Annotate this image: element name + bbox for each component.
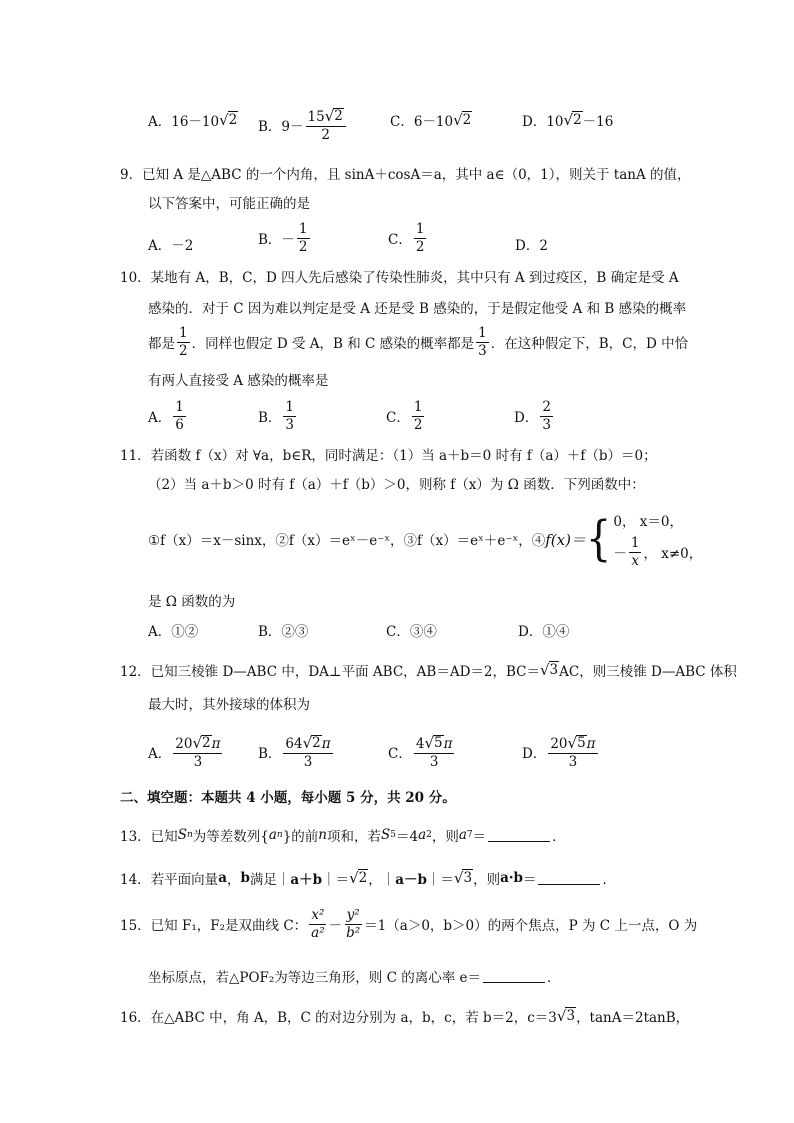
q14-mid: ， bbox=[226, 872, 241, 888]
radicand: 2 bbox=[358, 870, 368, 886]
radicand: 3 bbox=[463, 870, 473, 886]
var-a: a bbox=[268, 827, 277, 843]
q10-line1: 10．某地有 A，B，C，D 四人先后感染了传染性肺炎，其中只有 A 到过疫区，B 确定是受 A bbox=[120, 270, 679, 286]
pi: π bbox=[586, 736, 596, 752]
q8-option-a bbox=[148, 110, 238, 130]
section-2-heading: 二、填空题：本题共 4 小题，每小题 5 分，共 20 分。 bbox=[120, 790, 456, 806]
radicand: 2 bbox=[462, 112, 472, 128]
radicand: 2 bbox=[573, 112, 582, 128]
q13-t5: ，则 bbox=[431, 829, 459, 845]
q10-line2: 感染的．对于 C 因为难以判定是受 A 还是受 B 感染的，于是假定他受 A 和 B 感染的概率 bbox=[148, 301, 687, 317]
denominator: 3 bbox=[285, 416, 295, 433]
vec-a: a bbox=[218, 870, 227, 886]
denominator: 3 bbox=[193, 753, 203, 770]
radicand: 5 bbox=[434, 735, 443, 751]
q14-t1: 满足｜ bbox=[249, 872, 291, 888]
q12-option-a: A． 20 √ 2 π 3 bbox=[148, 734, 221, 770]
numerator: 15 bbox=[307, 109, 325, 125]
q8-d-text: D．10 bbox=[522, 114, 564, 130]
radicand: 3 bbox=[549, 662, 559, 678]
vec-sum: a＋b bbox=[290, 872, 323, 888]
q11-line2: （2）当 a＋b＞0 时有 f（a）＋f（b）＞0，则称 f（x）为 Ω 函数．下列函数中： bbox=[148, 477, 645, 493]
numerator: 1 bbox=[285, 399, 295, 415]
q10-option-d bbox=[514, 400, 555, 433]
q8-d-tail: －16 bbox=[582, 114, 614, 130]
numerator: 1 bbox=[175, 399, 184, 415]
q8-c-text: C．6－10 bbox=[390, 114, 454, 130]
denominator: 6 bbox=[175, 416, 184, 433]
q14-pre: 14．若平面向量 bbox=[120, 872, 219, 888]
q9-option-a bbox=[148, 234, 193, 254]
q13-t4: ＝4 bbox=[395, 829, 419, 845]
denominator: 2 bbox=[179, 342, 188, 359]
q14-t5: ，则 bbox=[473, 872, 501, 888]
q11-line1: 11．若函数 f（x）对 ∀a，b∈R，同时满足：（1）当 a＋b＝0 时有 f（a）＋f（b）＝0； bbox=[120, 448, 657, 464]
denominator: b² bbox=[346, 924, 361, 941]
numerator: 1 bbox=[179, 325, 188, 341]
vec-dot: a·b bbox=[500, 870, 523, 886]
q12-line1-post: AC，则三棱锥 D—ABC 体积 bbox=[559, 664, 737, 680]
q14-t4: ｜＝ bbox=[426, 872, 454, 888]
q9-line1: 9．已知 A 是△ABC 的一个内角，且 sinA＋cosA＝a，其中 a∈（0，1），则关于 tanA 的值， bbox=[120, 167, 691, 183]
q9-c-text: C． bbox=[388, 232, 412, 249]
piecewise-cases bbox=[613, 510, 702, 569]
numerator: 20 bbox=[175, 736, 193, 752]
q13-t2: }的前 bbox=[282, 829, 319, 845]
q9-d-text: D．2 bbox=[515, 238, 548, 254]
q13-end: ． bbox=[552, 829, 566, 845]
q15-line2-text: 坐标原点，若△POF₂为等边三角形，则 C 的离心率 e＝ bbox=[148, 970, 482, 986]
q10-option-a bbox=[148, 400, 188, 433]
q11-line4: 是 Ω 函数的为 bbox=[148, 594, 236, 610]
sub-7: 7 bbox=[466, 830, 473, 840]
vec-b: b bbox=[240, 870, 250, 886]
q13-t3: 项和，若 bbox=[326, 829, 381, 845]
pi: π bbox=[211, 736, 221, 752]
sqrt: √ 2 bbox=[219, 111, 238, 129]
q8-b-text: B．9－ bbox=[258, 119, 304, 136]
case-1: 0， x＝0， bbox=[613, 514, 683, 530]
sub-n: n bbox=[186, 830, 193, 840]
q15-pre: 15．已知 F₁，F₂是双曲线 C： bbox=[120, 918, 308, 935]
sub-5: 5 bbox=[390, 830, 396, 840]
denominator: 3 bbox=[478, 342, 487, 359]
q13-t1: 为等差数列{ bbox=[192, 829, 269, 845]
q13-t6: ＝ bbox=[472, 829, 487, 845]
q16-pre: 16．在△ABC 中，角 A，B，C 的对边分别为 a，b，c，若 b＝2，c＝3 bbox=[120, 1010, 557, 1026]
q9-line2: 以下答案中，可能正确的是 bbox=[148, 196, 310, 212]
q10-option-c bbox=[386, 400, 426, 433]
numerator: 1 bbox=[413, 399, 423, 415]
q11-f4: f(x)＝ bbox=[545, 530, 586, 549]
q13 bbox=[120, 825, 566, 845]
q14-t2: ｜＝ bbox=[322, 872, 350, 888]
numerator: y² bbox=[346, 907, 360, 923]
numerator: 1 bbox=[415, 221, 425, 237]
q9-option-b bbox=[258, 222, 312, 255]
q14: 14．若平面向量 a ， b 满足｜ a＋b ｜＝ √ 2 ，｜ a－b ｜＝ √ 3 ，则 a·b ＝ ． bbox=[120, 869, 616, 888]
numerator: x² bbox=[311, 907, 325, 923]
case-2-post: ， x≠0， bbox=[643, 546, 703, 563]
q11-option-c: C．③④ bbox=[386, 624, 437, 640]
q10-line3-post: ．在这种假定下，B，C，D 中恰 bbox=[490, 336, 689, 353]
q12-a-text: A． bbox=[148, 746, 172, 763]
q9-option-d bbox=[515, 234, 548, 254]
q11-option-a: A．①② bbox=[148, 624, 199, 640]
q11-option-b: B．②③ bbox=[258, 624, 309, 640]
q8-option-c: C．6－10 √ 2 bbox=[390, 111, 472, 130]
radicand: 2 bbox=[228, 112, 238, 128]
q14-t3: ，｜ bbox=[368, 872, 396, 888]
q12-option-c: C． 4 √ 5 π 3 bbox=[388, 734, 453, 770]
q10-line3 bbox=[148, 326, 688, 359]
numerator: 1 bbox=[298, 221, 308, 237]
var-n: n bbox=[318, 827, 327, 843]
denominator: a² bbox=[311, 924, 325, 941]
answer-blank[interactable] bbox=[488, 829, 550, 842]
denominator: x bbox=[631, 552, 639, 569]
q11-functions bbox=[148, 510, 702, 569]
q8-a-text: A．16－10 bbox=[148, 114, 220, 130]
q15-line1 bbox=[120, 908, 697, 941]
answer-blank[interactable] bbox=[538, 872, 600, 885]
q16: 16．在△ABC 中，角 A，B，C 的对边分别为 a，b，c，若 b＝2，c＝3 √ 3 ，tanA＝2tanB， bbox=[120, 1007, 690, 1026]
q10-option-b bbox=[258, 400, 298, 433]
q11-option-d: D．①④ bbox=[518, 624, 570, 640]
denominator: 3 bbox=[429, 753, 439, 770]
q15-end: ． bbox=[547, 970, 561, 986]
numerator: 2 bbox=[542, 399, 551, 415]
pi: π bbox=[321, 736, 331, 752]
denominator: 2 bbox=[415, 238, 425, 255]
var-a7: a bbox=[458, 827, 467, 843]
case-2 bbox=[613, 536, 702, 569]
case-2-pre: － bbox=[613, 546, 627, 563]
numerator: 64 bbox=[285, 736, 303, 752]
q12-line1: 12．已知三棱锥 D—ABC 中，DA⊥平面 ABC，AB＝AD＝2，BC＝ √ 3 AC，则三棱锥 D—ABC 体积 bbox=[120, 661, 737, 680]
q10-a-text: A． bbox=[148, 410, 172, 427]
fraction: 15 √ 2 2 bbox=[306, 108, 346, 143]
var-s: S bbox=[177, 827, 187, 843]
q10-c-text: C． bbox=[386, 410, 410, 427]
q12-c-text: C． bbox=[388, 746, 412, 763]
q9-a-text: A．－2 bbox=[148, 238, 194, 254]
denominator: 2 bbox=[413, 416, 423, 433]
brace: { bbox=[585, 511, 612, 567]
minus-sign: － bbox=[328, 918, 343, 935]
sub-n: n bbox=[276, 830, 283, 840]
radicand: 5 bbox=[577, 735, 586, 751]
denominator: 3 bbox=[568, 753, 578, 770]
denominator: 3 bbox=[303, 753, 313, 770]
pi: π bbox=[443, 736, 453, 752]
q13-pre: 13．已知 bbox=[120, 829, 178, 845]
q14-end: ． bbox=[602, 872, 616, 888]
q12-option-b: B． 64 √ 2 π 3 bbox=[258, 734, 331, 770]
q12-line2: 最大时，其外接球的体积为 bbox=[148, 697, 310, 713]
denominator: 2 bbox=[321, 126, 330, 143]
q14-t6: ＝ bbox=[522, 872, 537, 888]
q15-post: ＝1（a＞0，b＞0）的两个焦点，P 为 C 上一点，O 为 bbox=[364, 918, 698, 935]
q10-line3-pre: 都是 bbox=[148, 336, 175, 353]
numerator: 1 bbox=[630, 535, 640, 551]
q16-post: ，tanA＝2tanB， bbox=[576, 1010, 690, 1026]
var-a2: a bbox=[418, 827, 427, 843]
q10-line4: 有两人直接受 A 感染的概率是 bbox=[148, 373, 329, 389]
q10-b-text: B． bbox=[258, 410, 282, 427]
q9-b-text: B．－ bbox=[258, 232, 295, 249]
q8-option-b bbox=[258, 108, 348, 143]
radicand: 2 bbox=[312, 735, 321, 751]
q11-funcs-text: ①f（x）＝x－sinx，②f（x）＝eˣ－e⁻ˣ，③f（x）＝eˣ＋e⁻ˣ，④ bbox=[148, 533, 546, 550]
q10-line3-mid: ．同样也假定 D 受 A，B 和 C 感染的概率都是 bbox=[191, 336, 475, 353]
q10-d-text: D． bbox=[514, 410, 539, 427]
q12-option-d: D． 20 √ 5 π 3 bbox=[522, 734, 596, 770]
radicand: 2 bbox=[202, 735, 211, 751]
q12-d-text: D． bbox=[522, 746, 547, 763]
denominator: 2 bbox=[298, 238, 308, 255]
numerator: 1 bbox=[478, 325, 487, 341]
var-s5: S bbox=[380, 827, 391, 843]
q9-option-c bbox=[388, 222, 428, 255]
radicand: 2 bbox=[334, 108, 343, 124]
vec-diff: a－b bbox=[395, 872, 427, 888]
sub-2: 2 bbox=[426, 830, 432, 840]
q8-option-d: D．10 √ 2 －16 bbox=[522, 111, 614, 130]
q15-line2 bbox=[148, 966, 561, 986]
q12-b-text: B． bbox=[258, 746, 282, 763]
radicand: 3 bbox=[566, 1008, 576, 1024]
denominator: 3 bbox=[542, 416, 551, 433]
numerator: 4 bbox=[415, 736, 425, 752]
q12-line1-pre: 12．已知三棱锥 D—ABC 中，DA⊥平面 ABC，AB＝AD＝2，BC＝ bbox=[120, 664, 540, 680]
numerator: 20 bbox=[550, 736, 568, 752]
answer-blank[interactable] bbox=[483, 970, 545, 983]
